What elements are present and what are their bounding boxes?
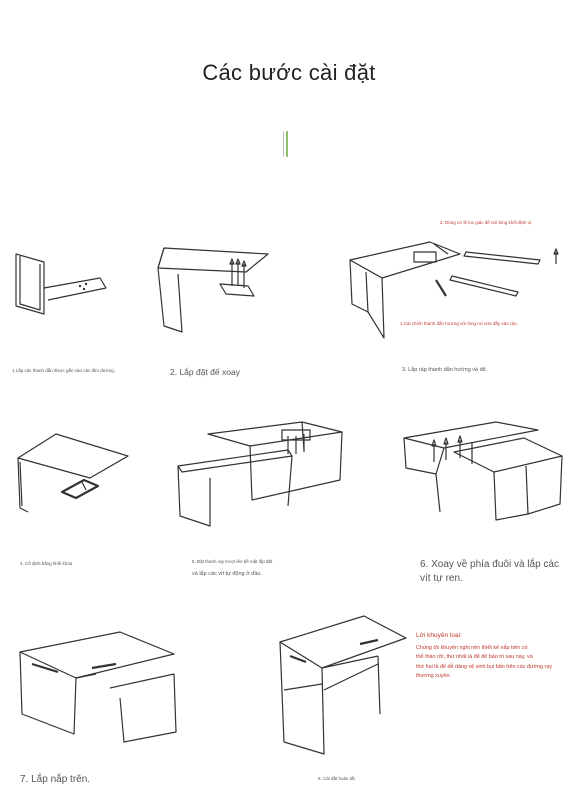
divider-accent (286, 131, 288, 157)
step5-caption-line1: 5. Đặt thanh ray trượt lên bề mặt lắp đặt (192, 559, 273, 564)
step3-note-top: 2. Dùng cờ lê lục giác để nới lỏng khối định vị. (440, 220, 533, 225)
step6-caption-line1: 6. Xoay về phía đuôi và lắp các (420, 559, 559, 570)
tip-box (416, 632, 568, 682)
step6-caption-line2: vít tự ren. (420, 573, 463, 584)
step3-caption: 3. Lắp ráp thanh dẫn hướng và đế. (402, 367, 488, 373)
step5-illustration (172, 410, 352, 535)
step1-illustration (10, 248, 110, 318)
page-title: Các bước cài đặt (202, 60, 376, 85)
tip-line: thể tháo rời, thứ nhất là để để bảo trì sau này, và (416, 654, 533, 661)
step2-illustration (150, 242, 280, 337)
step7-caption: 7. Lắp nắp trên. (20, 774, 91, 785)
tip-line: thứ hai là để dễ dàng vệ sinh bụi bẩn trên các đường ray (416, 663, 553, 670)
step6-illustration (396, 408, 566, 533)
step1-caption: 1.Lắp các thanh dẫn được gắn vào các tầm đường. (12, 368, 115, 373)
step8-illustration (272, 606, 412, 756)
step5-caption-line2: và lắp các vít tự động ở đầu. (192, 571, 262, 577)
tip-line: Chúng tôi khuyên nghị nên thiết kế nắp trên có (416, 645, 528, 651)
step7-illustration (14, 624, 184, 749)
step2-caption: 2. Lắp đặt đế xoay (170, 367, 240, 377)
step3-note-small: 1.Cài chính thanh dẫn hướng với lòng rơi vừa đầy vào ráo. (400, 321, 518, 326)
step8-caption: 8. Cài đặt hoàn tất (318, 776, 355, 781)
tip-line: thường xuyên. (416, 673, 452, 680)
step4-caption: 4. Cố định bằng khối khóa (20, 561, 73, 566)
tip-title: Lời khuyên loại: (416, 632, 462, 639)
step4-illustration (10, 430, 130, 515)
